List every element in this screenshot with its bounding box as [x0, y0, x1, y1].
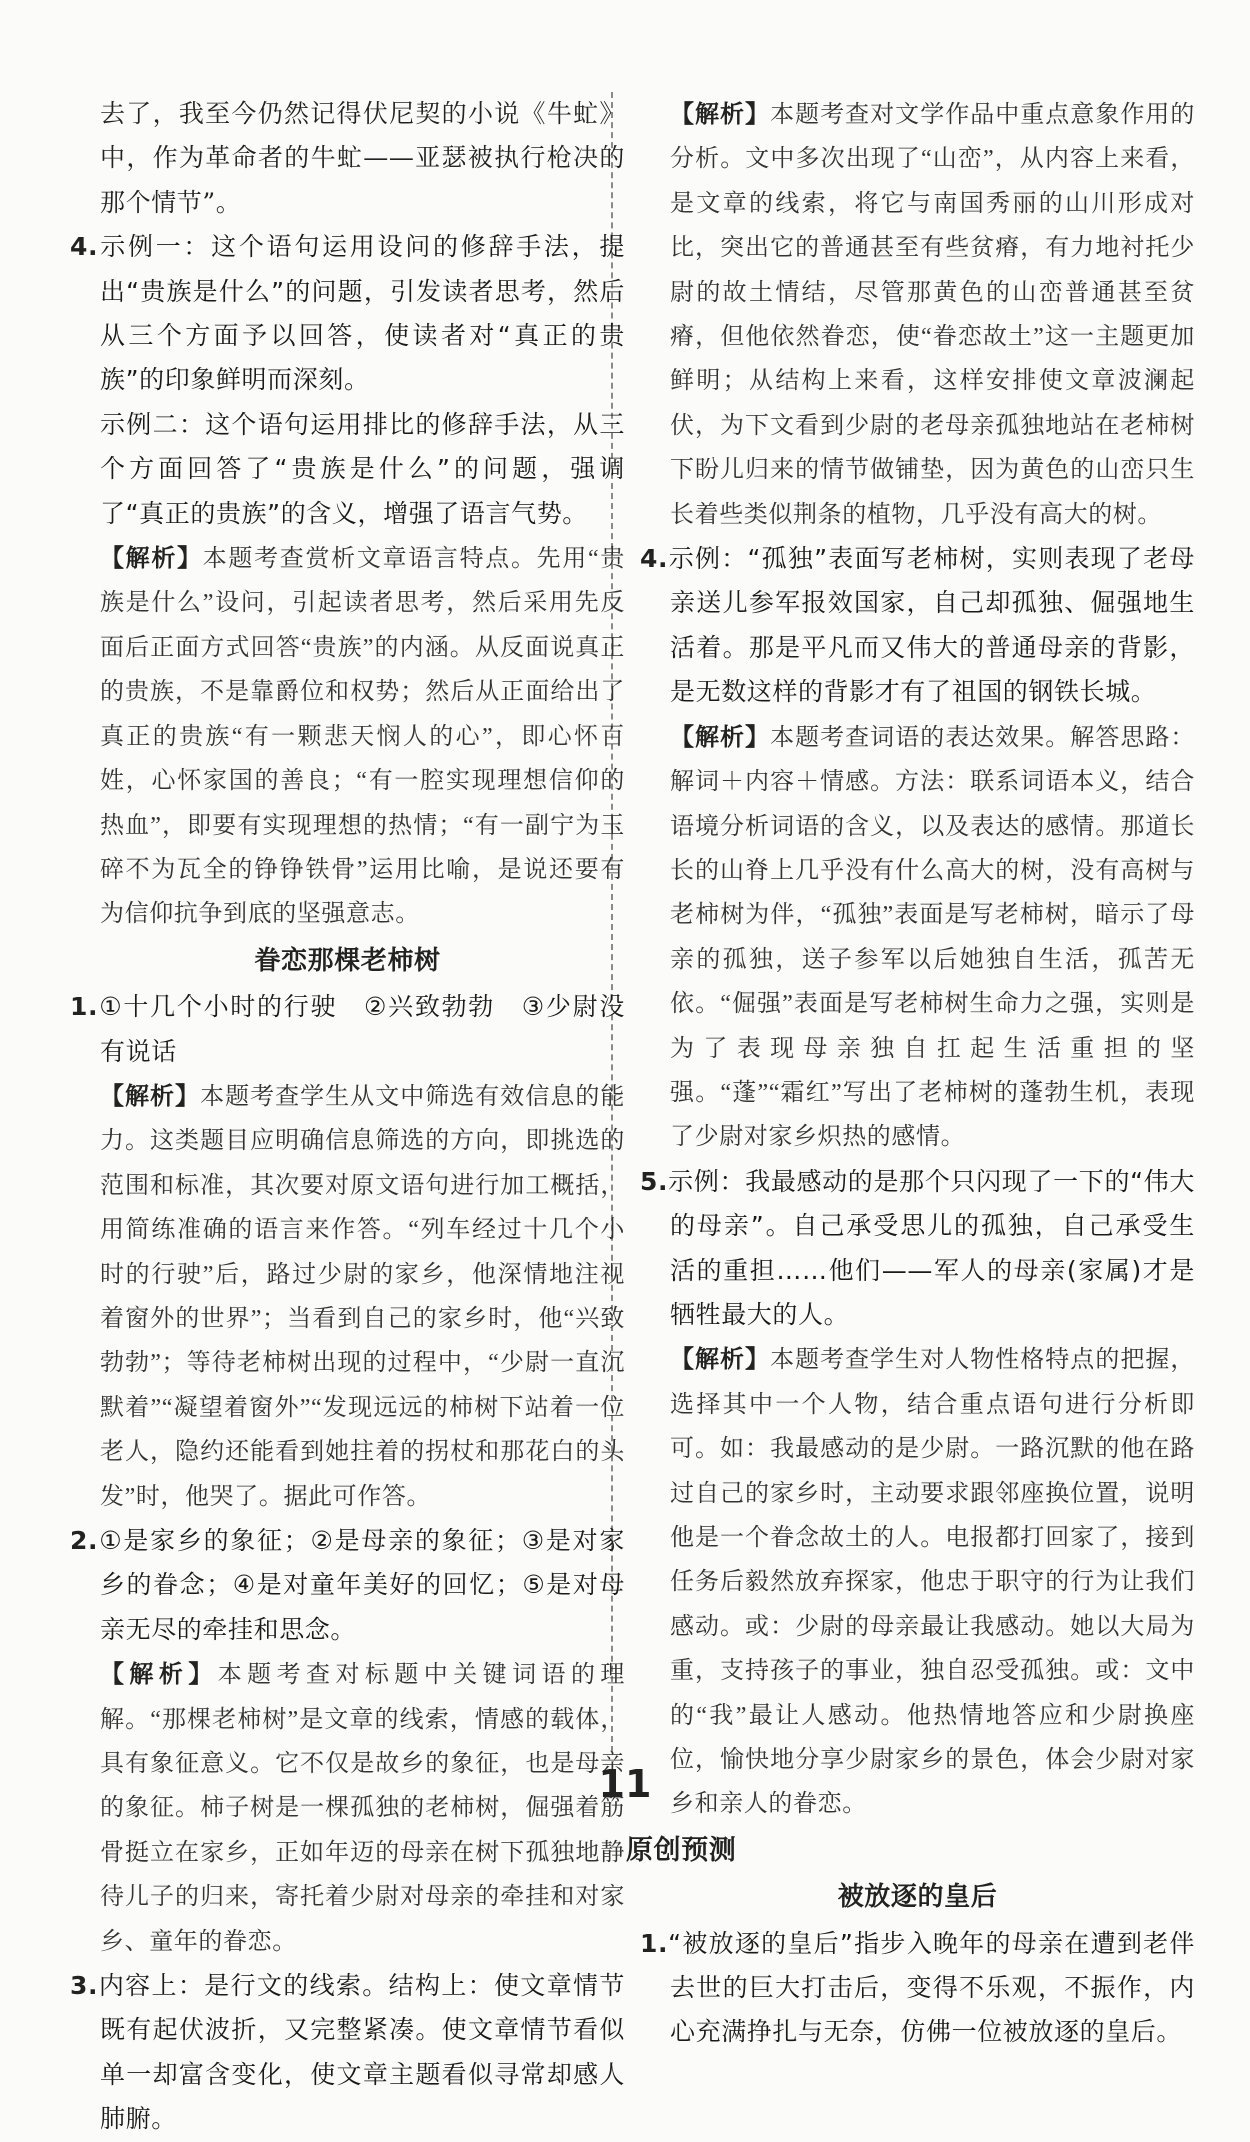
question-1 [70, 985, 625, 1074]
analysis-label: 【解析】 [100, 1081, 201, 1110]
analysis-text: 本题考查词语的表达效果。解答思路：解词＋内容＋情感。方法：联系词语本义，结合语境分析词语的含义，以及表达的感情。那道长长的山脊上几乎没有什么高大的树，没有高树与老柿树为伴，“孤独”表面是写老柿树，暗示了母亲的孤独，送子参军以后她独自生活，孤苦无依。“倔强”表面是写老柿树生命力之强，实则是为了表现母亲独自扛起生活重担的坚强。“蓬”“霜红”写出了老柿树的蓬勃生机，表现了少尉对家乡炽热的感情。 [670, 724, 1195, 1151]
question-1 [640, 1922, 1195, 2055]
analysis-label: 【解析】 [100, 544, 203, 573]
answer-text: “被放逐的皇后”指步入晚年的母亲在遭到老伴去世的巨大打击后，变得不乐观，不振作，内心充满挣扎与无奈，仿佛一位被放逐的皇后。 [668, 1928, 1195, 2047]
answer-text: ①十几个小时的行驶 ②兴致勃勃 ③少尉没有说话 [98, 992, 625, 1066]
analysis [640, 715, 1195, 1160]
analysis [70, 1652, 625, 1964]
analysis-text: 本题考查对标题中关键词语的理解。“那棵老柿树”是文章的线索，情感的载体，具有象征意义。它不仅是故乡的象征，也是母亲的象征。柿子树是一棵孤独的老柿树，倔强着筋骨挺立在家乡，正如年迈的母亲在树下孤独地静待儿子的归来，寄托着少尉对母亲的牵挂和对家乡、童年的眷恋。 [100, 1662, 625, 1955]
page-number: 11 [598, 1762, 652, 1806]
analysis-text: 本题考查学生对人物性格特点的把握，选择其中一个人物，结合重点语句进行分析即可。如：我最感动的是少尉。一路沉默的他在路过自己的家乡时，主动要求跟邻座换位置，说明他是一个眷念故土的人。电报都打回家了，接到任务后毅然放弃探家，他忠于职守的行为让我们感动。或：少尉的母亲最让我感动。她以大局为重，支持孩子的事业，独自忍受孤独。或：文中的“我”最让人感动。他热情地答应和少尉换座位，愉快地分享少尉家乡的景色，体会少尉对家乡和亲人的眷恋。 [670, 1347, 1195, 1818]
question-5 [640, 1160, 1195, 1338]
section-title: 眷恋那棵老柿树 [254, 945, 441, 976]
analysis [70, 536, 625, 937]
answer-text: 示例一：这个语句运用设问的修辞手法，提出“贵族是什么”的问题，引发读者思考，然后从三个方面予以回答，使读者对“真正的贵族”的印象鲜明而深刻。 [98, 232, 625, 395]
analysis-label: 【解析】 [670, 100, 771, 128]
question-4 [640, 537, 1195, 715]
question-number: 1. [70, 992, 99, 1022]
section-title: 被放逐的皇后 [837, 1882, 998, 1913]
question-number: 5. [640, 1166, 669, 1196]
analysis-label: 【解析】 [670, 1345, 771, 1374]
answer-text: 示例：我最感动的是那个只闪现了一下的“伟大的母亲”。自己承受思儿的孤独，自己承受生活的重担……他们——军人的母亲(家属)才是牺牲最大的人。 [668, 1166, 1195, 1329]
analysis [640, 92, 1195, 537]
answer-example-2: 示例二：这个语句运用排比的修辞手法，从三个方面回答了“贵族是什么”的问题，强调了“真正的贵族”的含义，增强了语言气势。 [100, 409, 625, 528]
question-4 [70, 225, 625, 403]
question-number: 3. [70, 1971, 99, 2001]
left-column [70, 92, 625, 2142]
analysis-label: 【解析】 [100, 1660, 218, 1689]
question-number: 4. [640, 544, 669, 574]
analysis-label: 【解析】 [670, 722, 771, 751]
analysis-text: 本题考查赏析文章语言特点。先用“贵族是什么”设问，引起读者思考，然后采用先反面后正面方式回答“贵族”的内涵。从反面说真正的贵族，不是靠爵位和权势；然后从正面给出了真正的贵族“有一颗悲天悯人的心”，即心怀百姓，心怀家国的善良；“有一腔实现理想信仰的热血”，即要有实现理想的热情；“有一副宁为玉碎不为瓦全的铮铮铁骨”运用比喻，是说还要有为信仰抗争到底的坚强意志。 [100, 546, 625, 928]
question-2 [70, 1519, 625, 1652]
section-heading: 原创预测 [626, 1834, 737, 1866]
analysis [70, 1074, 625, 1519]
paragraph: 去了，我至今仍然记得伏尼契的小说《牛虻》中，作为革命者的牛虻——亚瑟被执行枪决的那个情节”。 [100, 99, 625, 217]
question-3 [70, 1964, 625, 2142]
question-number: 1. [640, 1928, 669, 1958]
analysis [640, 1337, 1195, 1826]
question-number: 4. [70, 232, 99, 262]
answer-text: ①是家乡的象征；②是母亲的象征；③是对家乡的眷念；④是对童年美好的回忆；⑤是对母亲无尽的牵挂和思念。 [98, 1526, 625, 1644]
question-number: 2. [70, 1526, 99, 1555]
analysis-text: 本题考查学生从文中筛选有效信息的能力。这类题目应明确信息筛选的方向，即挑选的范围和标准，其次要对原文语句进行加工概括，用简练准确的语言来作答。“列车经过十几个小时的行驶”后，路过少尉的家乡，他深情地注视着窗外的世界”；当看到自己的家乡时，他“兴致勃勃”；等待老柿树出现的过程中，“少尉一直沉默着”“凝望着窗外”“发现远远的柿树下站着一位老人，隐约还能看到她拄着的拐杖和那花白的头发”时，他哭了。据此可作答。 [100, 1083, 625, 1510]
analysis-text: 本题考查对文学作品中重点意象作用的分析。文中多次出现了“山峦”，从内容上来看，是文章的线索，将它与南国秀丽的山川形成对比，突出它的普通甚至有些贫瘠，有力地衬托少尉的故土情结，尽管那黄色的山峦普通甚至贫瘠，但他依然眷恋，使“眷恋故土”这一主题更加鲜明；从结构上来看，这样安排使文章波澜起伏，为下文看到少尉的老母亲孤独地站在老柿树下盼儿归来的情节做铺垫，因为黄色的山峦只生长着些类似荆条的植物，几乎没有高大的树。 [670, 102, 1195, 528]
answer-text: 示例：“孤独”表面写老柿树，实则表现了老母亲送儿参军报效国家，自己却孤独、倔强地生活着。那是平凡而又伟大的普通母亲的背影，是无数这样的背影才有了祖国的钢铁长城。 [668, 544, 1195, 707]
answer-text: 内容上：是行文的线索。结构上：使文章情节既有起伏波折，又完整紧凑。使文章情节看似单一却富含变化，使文章主题看似寻常却感人肺腑。 [98, 1971, 625, 2134]
right-column [626, 92, 1195, 2055]
